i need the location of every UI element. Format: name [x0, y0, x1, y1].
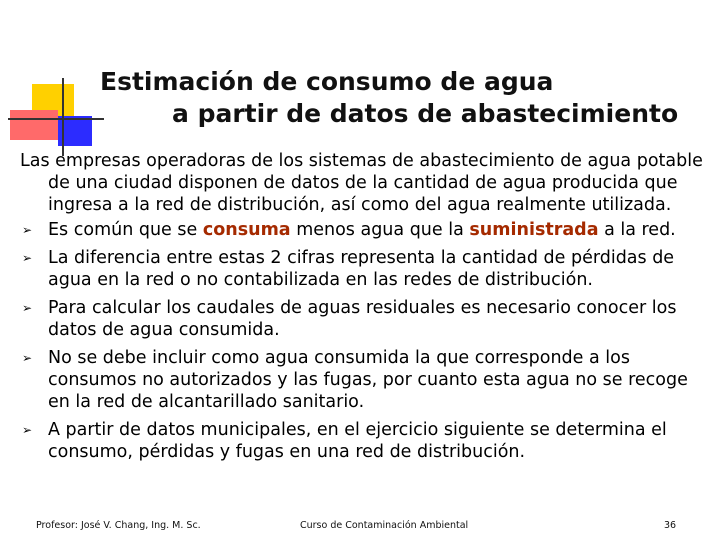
- bullet-item-1: [20, 219, 710, 241]
- arrow-bullet-icon: ➢: [22, 301, 33, 315]
- vertical-line: [62, 78, 64, 156]
- bullet-item-4: [20, 347, 710, 413]
- bullet-item-3: [20, 297, 710, 341]
- highlight-suministrada: suministrada: [469, 220, 599, 240]
- footer-course: Curso de Contaminación Ambiental: [300, 520, 469, 531]
- arrow-bullet-icon: ➢: [22, 223, 33, 237]
- decorative-squares-logo: [0, 0, 110, 160]
- bullet-1-post: a la red.: [598, 220, 676, 240]
- bullet-5-text: A partir de datos municipales, en el ejercicio siguiente se determina el consumo, pérdidas y fugas en una red de distribución.: [48, 420, 667, 462]
- bullet-list: [20, 219, 710, 463]
- footer-page-number: 36: [664, 520, 677, 531]
- title-line-2: a partir de datos de abastecimiento: [172, 99, 679, 128]
- bullet-item-2: [20, 247, 710, 291]
- intro-paragraph: Las empresas operadoras de los sistemas de abastecimiento de agua potable de una ciudad disponen de datos de la cantidad de agua producida que ingresa a la red de distribución, así como del agua realmente utilizada.: [20, 151, 703, 215]
- bullet-item-5: [20, 419, 710, 463]
- footer-author: Profesor: José V. Chang, Ing. M. Sc.: [36, 520, 201, 531]
- slide-body: [20, 150, 710, 469]
- arrow-bullet-icon: ➢: [22, 251, 33, 265]
- title-line-1: Estimación de consumo de agua: [100, 67, 554, 96]
- bullet-2-text: La diferencia entre estas 2 cifras representa la cantidad de pérdidas de agua en la red o no contabilizada en las redes de distribución.: [48, 248, 675, 290]
- bullet-3-text: Para calcular los caudales de aguas residuales es necesario conocer los datos de agua consumida.: [48, 298, 677, 340]
- bullet-1-pre: Es común que se: [48, 220, 203, 240]
- bullet-4-text: No se debe incluir como agua consumida la que corresponde a los consumos no autorizados y las fugas, por cuanto esta agua no se recoge en la red de alcantarillado sanitario.: [48, 348, 688, 412]
- arrow-bullet-icon: ➢: [22, 351, 33, 365]
- slide-title: [100, 66, 700, 130]
- red-square: [10, 110, 58, 140]
- horizontal-line: [8, 118, 104, 120]
- arrow-bullet-icon: ➢: [22, 423, 33, 437]
- highlight-consuma: consuma: [202, 220, 291, 240]
- bullet-1-mid: menos agua que la: [290, 220, 470, 240]
